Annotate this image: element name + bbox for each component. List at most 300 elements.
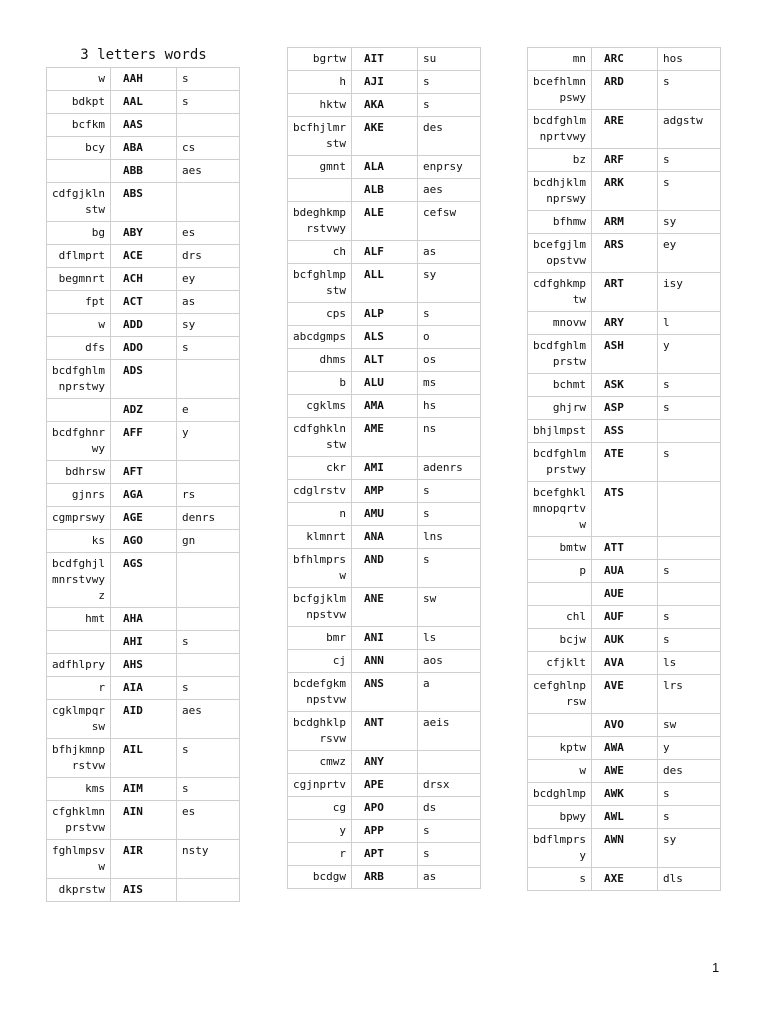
word-cell: ARC [592, 48, 658, 71]
suffix-hooks-cell: s [658, 374, 721, 397]
prefix-hooks-cell: cg [288, 797, 352, 820]
table-row [47, 530, 240, 553]
word-cell: ANY [352, 751, 418, 774]
suffix-hooks-cell: s [418, 71, 481, 94]
word-cell: ATT [592, 537, 658, 560]
prefix-hooks-cell: bz [528, 149, 592, 172]
suffix-hooks-cell [177, 654, 240, 677]
suffix-hooks-cell: drsx [418, 774, 481, 797]
table-row [528, 211, 721, 234]
table-row [528, 443, 721, 482]
suffix-hooks-cell: as [177, 291, 240, 314]
word-cell: ADS [111, 360, 177, 399]
table-row [47, 879, 240, 902]
suffix-hooks-cell: rs [177, 484, 240, 507]
suffix-hooks-cell: lns [418, 526, 481, 549]
table-row [528, 760, 721, 783]
word-cell: ALS [352, 326, 418, 349]
suffix-hooks-cell: l [658, 312, 721, 335]
prefix-hooks-cell: hktw [288, 94, 352, 117]
word-cell: APO [352, 797, 418, 820]
prefix-hooks-cell: cj [288, 650, 352, 673]
suffix-hooks-cell: sy [418, 264, 481, 303]
suffix-hooks-cell: drs [177, 245, 240, 268]
table-row [288, 843, 481, 866]
suffix-hooks-cell: aes [177, 700, 240, 739]
prefix-hooks-cell: begmnrt [47, 268, 111, 291]
word-cell: ASP [592, 397, 658, 420]
word-cell: AHI [111, 631, 177, 654]
table-row [528, 71, 721, 110]
prefix-hooks-cell [288, 179, 352, 202]
table-row [288, 71, 481, 94]
suffix-hooks-cell: su [418, 48, 481, 71]
table-row [47, 677, 240, 700]
prefix-hooks-cell: bpwy [528, 806, 592, 829]
word-cell: AME [352, 418, 418, 457]
table-row [528, 48, 721, 71]
prefix-hooks-cell: bcdghklprsvw [288, 712, 352, 751]
word-table-column-3 [527, 47, 721, 891]
prefix-hooks-cell: dkprstw [47, 879, 111, 902]
prefix-hooks-cell: bcefgjlmopstvw [528, 234, 592, 273]
suffix-hooks-cell: s [658, 806, 721, 829]
table-row [528, 675, 721, 714]
word-cell: AMA [352, 395, 418, 418]
prefix-hooks-cell: cefghlnprsw [528, 675, 592, 714]
table-row [288, 418, 481, 457]
table-row [288, 526, 481, 549]
suffix-hooks-cell: aos [418, 650, 481, 673]
suffix-hooks-cell: s [658, 606, 721, 629]
suffix-hooks-cell: hos [658, 48, 721, 71]
word-cell: AMP [352, 480, 418, 503]
word-cell: ABA [111, 137, 177, 160]
word-cell: ARB [352, 866, 418, 889]
suffix-hooks-cell: des [658, 760, 721, 783]
word-cell: AID [111, 700, 177, 739]
table-row [528, 737, 721, 760]
table-row [288, 372, 481, 395]
word-cell: ADD [111, 314, 177, 337]
prefix-hooks-cell: gmnt [288, 156, 352, 179]
suffix-hooks-cell: s [658, 71, 721, 110]
suffix-hooks-cell: aes [177, 160, 240, 183]
table-row [528, 829, 721, 868]
table-row [528, 629, 721, 652]
table-row [47, 222, 240, 245]
table-row [528, 420, 721, 443]
suffix-hooks-cell: s [177, 677, 240, 700]
table-row [47, 484, 240, 507]
word-cell: ABS [111, 183, 177, 222]
table-row [288, 48, 481, 71]
table-row [288, 712, 481, 751]
prefix-hooks-cell: bcy [47, 137, 111, 160]
suffix-hooks-cell [177, 608, 240, 631]
table-row [528, 652, 721, 675]
suffix-hooks-cell: s [177, 739, 240, 778]
word-cell: AIS [111, 879, 177, 902]
suffix-hooks-cell: nsty [177, 840, 240, 879]
word-cell: ARE [592, 110, 658, 149]
table-row [528, 560, 721, 583]
suffix-hooks-cell: y [177, 422, 240, 461]
table-row [47, 337, 240, 360]
suffix-hooks-cell: s [658, 149, 721, 172]
suffix-hooks-cell: s [658, 783, 721, 806]
word-cell: APP [352, 820, 418, 843]
word-cell: AIN [111, 801, 177, 840]
word-cell: ALE [352, 202, 418, 241]
prefix-hooks-cell: ghjrw [528, 397, 592, 420]
word-cell: AMU [352, 503, 418, 526]
suffix-hooks-cell: isy [658, 273, 721, 312]
suffix-hooks-cell: adgstw [658, 110, 721, 149]
table-row [288, 94, 481, 117]
word-cell: ANE [352, 588, 418, 627]
table-row [528, 606, 721, 629]
word-cell: ARD [592, 71, 658, 110]
table-row [47, 739, 240, 778]
prefix-hooks-cell: bcfghlmpstw [288, 264, 352, 303]
word-cell: AIR [111, 840, 177, 879]
table-row [288, 156, 481, 179]
suffix-hooks-cell: ls [418, 627, 481, 650]
word-cell: ASH [592, 335, 658, 374]
prefix-hooks-cell: bcfkm [47, 114, 111, 137]
word-cell: ABY [111, 222, 177, 245]
prefix-hooks-cell: ch [288, 241, 352, 264]
prefix-hooks-cell: cgjnprtv [288, 774, 352, 797]
table-row [288, 395, 481, 418]
prefix-hooks-cell: cps [288, 303, 352, 326]
table-row [528, 397, 721, 420]
suffix-hooks-cell: s [418, 820, 481, 843]
suffix-hooks-cell: ls [658, 652, 721, 675]
word-cell: ALT [352, 349, 418, 372]
prefix-hooks-cell: bcfgjklmnpstvw [288, 588, 352, 627]
table-row [288, 503, 481, 526]
word-cell: ANA [352, 526, 418, 549]
prefix-hooks-cell: w [528, 760, 592, 783]
word-cell: ARY [592, 312, 658, 335]
word-cell: APT [352, 843, 418, 866]
prefix-hooks-cell: bchmt [528, 374, 592, 397]
suffix-hooks-cell [658, 482, 721, 537]
table-row [528, 537, 721, 560]
table-row [47, 291, 240, 314]
word-cell: ACH [111, 268, 177, 291]
prefix-hooks-cell: bcfhjlmrstw [288, 117, 352, 156]
word-cell: ARM [592, 211, 658, 234]
word-cell: AND [352, 549, 418, 588]
prefix-hooks-cell: hmt [47, 608, 111, 631]
prefix-hooks-cell: bg [47, 222, 111, 245]
word-cell: AGO [111, 530, 177, 553]
prefix-hooks-cell: adfhlpry [47, 654, 111, 677]
prefix-hooks-cell: cdfghkmptw [528, 273, 592, 312]
table-row [528, 312, 721, 335]
table-row [528, 110, 721, 149]
suffix-hooks-cell: s [177, 778, 240, 801]
suffix-hooks-cell: gn [177, 530, 240, 553]
prefix-hooks-cell: p [528, 560, 592, 583]
suffix-hooks-cell: ey [177, 268, 240, 291]
suffix-hooks-cell: s [658, 397, 721, 420]
prefix-hooks-cell: fpt [47, 291, 111, 314]
table-row [288, 480, 481, 503]
suffix-hooks-cell: ms [418, 372, 481, 395]
table-row [47, 700, 240, 739]
table-row [47, 801, 240, 840]
prefix-hooks-cell: bcdfghnrwy [47, 422, 111, 461]
prefix-hooks-cell: cfjklt [528, 652, 592, 675]
word-cell: AUE [592, 583, 658, 606]
word-table-column-2 [287, 47, 481, 889]
word-cell: ALA [352, 156, 418, 179]
prefix-hooks-cell: cdfghklnstw [288, 418, 352, 457]
table-row [288, 202, 481, 241]
table-row [288, 117, 481, 156]
suffix-hooks-cell: enprsy [418, 156, 481, 179]
prefix-hooks-cell: abcdgmps [288, 326, 352, 349]
table-row [288, 820, 481, 843]
prefix-hooks-cell: bdeghkmprstvwy [288, 202, 352, 241]
word-cell: AWA [592, 737, 658, 760]
suffix-hooks-cell: s [658, 629, 721, 652]
table-row [288, 179, 481, 202]
table-row [47, 608, 240, 631]
table-row [528, 806, 721, 829]
word-cell: AAH [111, 68, 177, 91]
prefix-hooks-cell: dfs [47, 337, 111, 360]
table-row [288, 650, 481, 673]
table-row [47, 314, 240, 337]
prefix-hooks-cell: gjnrs [47, 484, 111, 507]
table-row [528, 234, 721, 273]
prefix-hooks-cell: bcdgw [288, 866, 352, 889]
suffix-hooks-cell: hs [418, 395, 481, 418]
table-row [47, 160, 240, 183]
prefix-hooks-cell: bgrtw [288, 48, 352, 71]
prefix-hooks-cell: cgklmpqrsw [47, 700, 111, 739]
suffix-hooks-cell: s [658, 560, 721, 583]
table-row [47, 422, 240, 461]
suffix-hooks-cell: s [418, 843, 481, 866]
word-cell: AUF [592, 606, 658, 629]
table-row [47, 183, 240, 222]
prefix-hooks-cell: bcdefgkmnpstvw [288, 673, 352, 712]
prefix-hooks-cell: r [288, 843, 352, 866]
word-cell: AWL [592, 806, 658, 829]
word-cell: ALP [352, 303, 418, 326]
word-cell: ALU [352, 372, 418, 395]
prefix-hooks-cell: w [47, 314, 111, 337]
prefix-hooks-cell [528, 714, 592, 737]
word-cell: AXE [592, 868, 658, 891]
table-row [528, 374, 721, 397]
prefix-hooks-cell: cgmprswy [47, 507, 111, 530]
prefix-hooks-cell [47, 631, 111, 654]
word-cell: AIM [111, 778, 177, 801]
suffix-hooks-cell: sy [177, 314, 240, 337]
prefix-hooks-cell: n [288, 503, 352, 526]
suffix-hooks-cell: aes [418, 179, 481, 202]
word-cell: ACE [111, 245, 177, 268]
table-row [47, 507, 240, 530]
suffix-hooks-cell: sy [658, 211, 721, 234]
table-row [47, 553, 240, 608]
suffix-hooks-cell: es [177, 222, 240, 245]
prefix-hooks-cell: b [288, 372, 352, 395]
prefix-hooks-cell: fghlmpsvw [47, 840, 111, 879]
suffix-hooks-cell: y [658, 737, 721, 760]
prefix-hooks-cell: bdhrsw [47, 461, 111, 484]
table-row [288, 774, 481, 797]
prefix-hooks-cell: s [528, 868, 592, 891]
table-row [288, 264, 481, 303]
word-cell: AWK [592, 783, 658, 806]
suffix-hooks-cell: cefsw [418, 202, 481, 241]
suffix-hooks-cell [658, 537, 721, 560]
suffix-hooks-cell: as [418, 241, 481, 264]
word-cell: AIL [111, 739, 177, 778]
suffix-hooks-cell: s [658, 443, 721, 482]
prefix-hooks-cell: bcdfghlmprstw [528, 335, 592, 374]
table-row [288, 588, 481, 627]
prefix-hooks-cell: cdfgjklnstw [47, 183, 111, 222]
suffix-hooks-cell [418, 751, 481, 774]
word-cell: ATS [592, 482, 658, 537]
table-row [288, 549, 481, 588]
word-cell: AWE [592, 760, 658, 783]
word-cell: AVE [592, 675, 658, 714]
prefix-hooks-cell: cgklms [288, 395, 352, 418]
prefix-hooks-cell: bmr [288, 627, 352, 650]
prefix-hooks-cell: ks [47, 530, 111, 553]
table-row [47, 91, 240, 114]
table-row [528, 868, 721, 891]
prefix-hooks-cell: mnovw [528, 312, 592, 335]
prefix-hooks-cell: bmtw [528, 537, 592, 560]
prefix-hooks-cell: bcdfghlmprstwy [528, 443, 592, 482]
word-cell: AMI [352, 457, 418, 480]
word-cell: APE [352, 774, 418, 797]
suffix-hooks-cell [177, 114, 240, 137]
table-row [47, 360, 240, 399]
suffix-hooks-cell: ds [418, 797, 481, 820]
prefix-hooks-cell [47, 399, 111, 422]
table-row [288, 866, 481, 889]
page-title: 3 letters words [80, 47, 207, 63]
table-row [288, 457, 481, 480]
suffix-hooks-cell: adenrs [418, 457, 481, 480]
table-row [288, 303, 481, 326]
suffix-hooks-cell: s [418, 480, 481, 503]
table-row [528, 482, 721, 537]
word-cell: AJI [352, 71, 418, 94]
suffix-hooks-cell [177, 461, 240, 484]
suffix-hooks-cell [177, 183, 240, 222]
word-cell: AKE [352, 117, 418, 156]
table-row [288, 349, 481, 372]
prefix-hooks-cell: bcefghklmnopqrtvw [528, 482, 592, 537]
table-row [288, 673, 481, 712]
prefix-hooks-cell: bdflmprsy [528, 829, 592, 868]
prefix-hooks-cell: klmnrt [288, 526, 352, 549]
suffix-hooks-cell: sw [658, 714, 721, 737]
table-row [528, 273, 721, 312]
suffix-hooks-cell: s [658, 172, 721, 211]
table-row [47, 399, 240, 422]
word-table-column-1 [46, 67, 240, 902]
prefix-hooks-cell: w [47, 68, 111, 91]
table-row [47, 68, 240, 91]
prefix-hooks-cell: kptw [528, 737, 592, 760]
word-cell: AWN [592, 829, 658, 868]
word-cell: AGA [111, 484, 177, 507]
prefix-hooks-cell: chl [528, 606, 592, 629]
word-cell: ADO [111, 337, 177, 360]
word-cell: AAL [111, 91, 177, 114]
table-row [47, 268, 240, 291]
word-cell: ABB [111, 160, 177, 183]
suffix-hooks-cell: as [418, 866, 481, 889]
suffix-hooks-cell: cs [177, 137, 240, 160]
suffix-hooks-cell: os [418, 349, 481, 372]
prefix-hooks-cell: bfhmw [528, 211, 592, 234]
table-row [528, 783, 721, 806]
suffix-hooks-cell: denrs [177, 507, 240, 530]
word-cell: AGE [111, 507, 177, 530]
word-cell: ART [592, 273, 658, 312]
suffix-hooks-cell: s [418, 503, 481, 526]
suffix-hooks-cell: o [418, 326, 481, 349]
word-cell: ARK [592, 172, 658, 211]
page-number: 1 [712, 960, 720, 975]
suffix-hooks-cell: lrs [658, 675, 721, 714]
table-row [288, 797, 481, 820]
table-row [47, 631, 240, 654]
prefix-hooks-cell: bfhlmprsw [288, 549, 352, 588]
prefix-hooks-cell: h [288, 71, 352, 94]
word-cell: AGS [111, 553, 177, 608]
table-row [288, 627, 481, 650]
prefix-hooks-cell: bcefhlmnpswy [528, 71, 592, 110]
word-cell: AVA [592, 652, 658, 675]
word-cell: ANT [352, 712, 418, 751]
word-cell: ANI [352, 627, 418, 650]
suffix-hooks-cell: s [418, 549, 481, 588]
suffix-hooks-cell: s [418, 303, 481, 326]
word-cell: AIT [352, 48, 418, 71]
prefix-hooks-cell: dflmprt [47, 245, 111, 268]
suffix-hooks-cell: s [177, 68, 240, 91]
prefix-hooks-cell: bfhjkmnprstvw [47, 739, 111, 778]
word-cell: ALF [352, 241, 418, 264]
suffix-hooks-cell: dls [658, 868, 721, 891]
word-cell: ACT [111, 291, 177, 314]
table-row [288, 241, 481, 264]
suffix-hooks-cell [177, 360, 240, 399]
suffix-hooks-cell: s [177, 337, 240, 360]
word-cell: ANN [352, 650, 418, 673]
prefix-hooks-cell: cmwz [288, 751, 352, 774]
table-row [528, 172, 721, 211]
prefix-hooks-cell: mn [528, 48, 592, 71]
word-cell: ALB [352, 179, 418, 202]
